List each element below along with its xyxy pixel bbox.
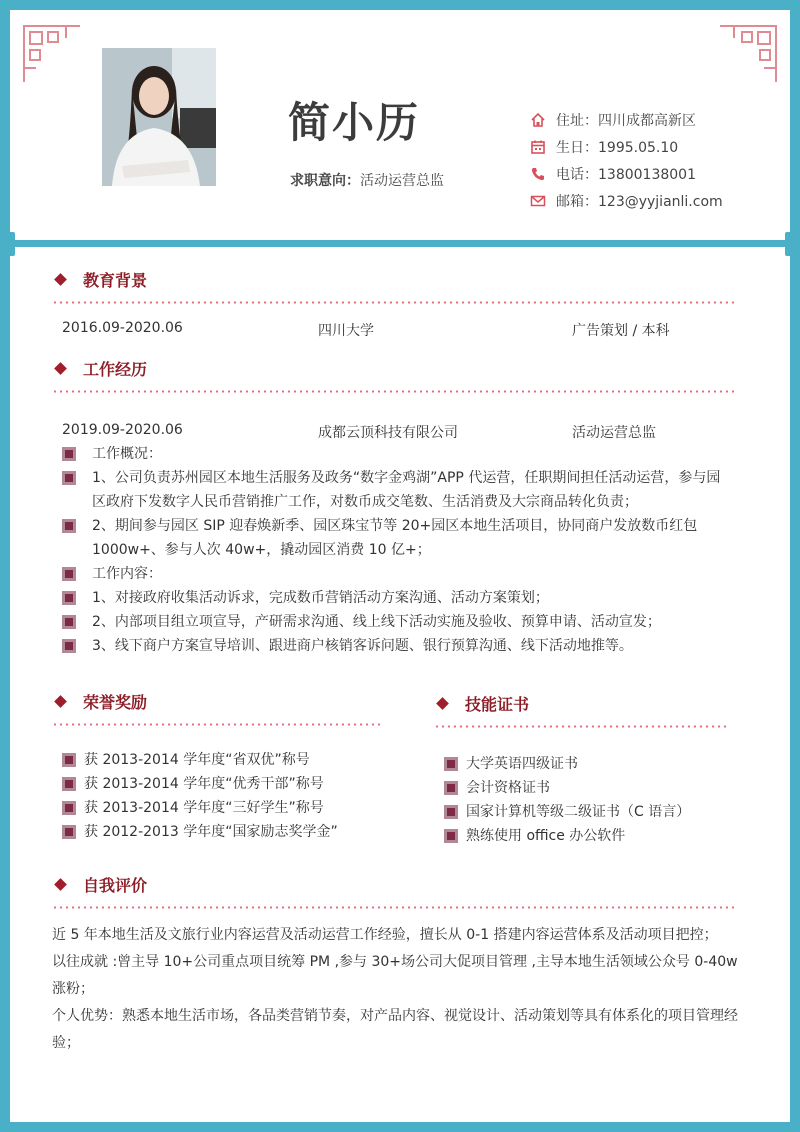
contact-phone: 电话：13800138001	[530, 160, 723, 187]
self-eval-section	[52, 873, 734, 909]
skills-title: 技能证书	[434, 692, 730, 715]
calendar-icon	[530, 139, 546, 155]
corner-ornament-right	[718, 24, 778, 84]
education-school: 四川大学	[318, 323, 374, 339]
education-period: 2016.09-2020.06	[62, 320, 183, 336]
bullet-icon	[62, 753, 76, 767]
bullet-icon	[62, 801, 76, 815]
skills-section	[434, 692, 730, 728]
education-section	[52, 268, 734, 304]
honors-list	[62, 748, 338, 844]
self-eval-line: 以往成就 :曾主导 10+公司重点项目统筹 PM ,参与 30+场公司大促项目管理 ,主导本地生活领域公众号 0-40w 涨粉；	[52, 954, 738, 997]
list-item: 3、线下商户方案宣导培训、跟进商户核销客诉问题、银行预算沟通、线下活动地推等。	[62, 634, 732, 658]
diamond-icon	[54, 362, 67, 375]
phone-icon	[530, 166, 546, 182]
list-item: 工作内容：	[62, 562, 732, 586]
list-item: 获 2013-2014 学年度“三好学生”称号	[62, 796, 338, 820]
job-intent	[290, 170, 444, 190]
self-eval-line: 近 5 年本地生活及文旅行业内容运营及活动运营工作经验，擅长从 0-1 搭建内容运营体系及活动项目把控；	[52, 927, 718, 943]
mail-icon	[530, 193, 546, 209]
bullet-icon	[62, 777, 76, 791]
work-company: 成都云顶科技有限公司	[318, 425, 458, 441]
section-divider	[52, 906, 734, 909]
list-item: 获 2013-2014 学年度“优秀干部”称号	[62, 772, 338, 796]
right-divider-tab	[785, 232, 795, 256]
corner-ornament-left	[22, 24, 82, 84]
work-position: 活动运营总监	[572, 425, 656, 441]
profile-photo	[102, 48, 216, 186]
section-divider	[52, 723, 382, 726]
list-item: 获 2012-2013 学年度“国家励志奖学金”	[62, 820, 338, 844]
bullet-icon	[444, 829, 458, 843]
list-item: 工作概况：	[62, 442, 732, 466]
section-divider	[52, 301, 734, 304]
job-intent-label: 求职意向：	[290, 173, 360, 189]
bullet-icon	[62, 447, 76, 461]
list-item: 会计资格证书	[444, 776, 690, 800]
candidate-name: 简小历	[288, 98, 421, 147]
honors-section	[52, 690, 382, 726]
diamond-icon	[436, 697, 449, 710]
work-details	[62, 442, 732, 658]
list-item: 获 2013-2014 学年度“省双优”称号	[62, 748, 338, 772]
bullet-icon	[62, 639, 76, 653]
job-intent-value: 活动运营总监	[360, 173, 444, 189]
honors-title: 荣誉奖励	[52, 690, 382, 713]
list-item: 2、期间参与园区 SIP 迎春焕新季、园区珠宝节等 20+园区本地生活项目，协同商户发放数币红包 1000w+、参与人次 40w+，撬动园区消费 10 亿+；	[62, 514, 732, 562]
contact-address: 住址：四川成都高新区	[530, 106, 723, 133]
contact-list	[530, 106, 723, 214]
list-item: 熟练使用 office 办公软件	[444, 824, 690, 848]
contact-email: 邮箱：123@yyjianli.com	[530, 187, 723, 214]
bullet-icon	[62, 615, 76, 629]
list-item: 2、内部项目组立项宣导，产研需求沟通、线上线下活动实施及验收、预算申请、活动宣发；	[62, 610, 732, 634]
self-eval-line: 个人优势：熟悉本地生活市场，各品类营销节奏，对产品内容、视觉设计、活动策划等具有体系化的项目管理经验；	[52, 1008, 738, 1051]
skills-list	[444, 752, 690, 848]
home-icon	[530, 112, 546, 128]
bullet-icon	[444, 757, 458, 771]
bullet-icon	[444, 781, 458, 795]
self-eval-title: 自我评价	[52, 873, 734, 896]
list-item: 1、公司负责苏州园区本地生活服务及政务“数字金鸡湖”APP 代运营，任职期间担任活动运营，参与园区政府下发数字人民币营销推广工作，对数币成交笔数、生活消费及大宗商品转化负责；	[62, 466, 732, 514]
self-eval-text	[52, 922, 742, 1057]
work-title: 工作经历	[52, 357, 734, 380]
header-divider	[10, 240, 790, 247]
bullet-icon	[444, 805, 458, 819]
work-section	[52, 357, 734, 393]
bullet-icon	[62, 471, 76, 485]
bullet-icon	[62, 519, 76, 533]
list-item: 国家计算机等级二级证书（C 语言）	[444, 800, 690, 824]
bullet-icon	[62, 591, 76, 605]
section-divider	[434, 725, 730, 728]
education-major: 广告策划 / 本科	[572, 323, 670, 339]
diamond-icon	[54, 878, 67, 891]
bullet-icon	[62, 567, 76, 581]
diamond-icon	[54, 695, 67, 708]
list-item: 大学英语四级证书	[444, 752, 690, 776]
bullet-icon	[62, 825, 76, 839]
education-title: 教育背景	[52, 268, 734, 291]
left-divider-tab	[5, 232, 15, 256]
work-period: 2019.09-2020.06	[62, 422, 183, 438]
contact-birthday: 生日：1995.05.10	[530, 133, 723, 160]
diamond-icon	[54, 273, 67, 286]
list-item: 1、对接政府收集活动诉求，完成数币营销活动方案沟通、活动方案策划；	[62, 586, 732, 610]
section-divider	[52, 390, 734, 393]
